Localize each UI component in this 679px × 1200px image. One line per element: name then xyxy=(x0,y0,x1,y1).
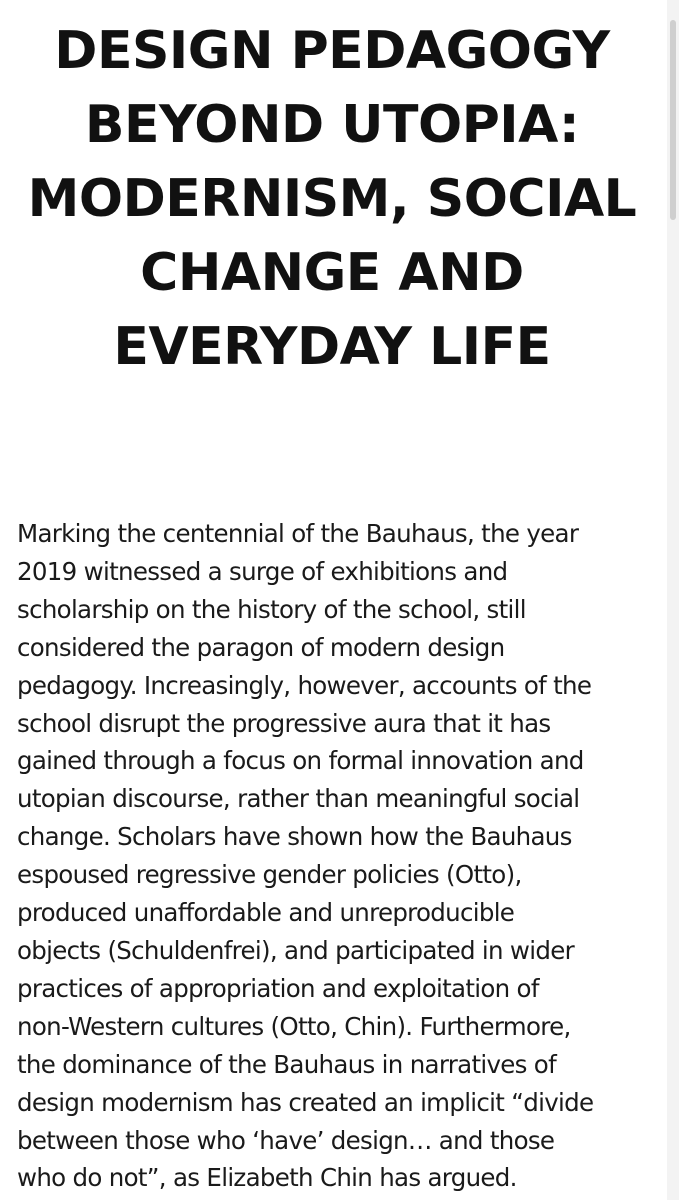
body-line: objects (Schuldenfrei), and participated in wider xyxy=(17,935,574,965)
body-line: pedagogy. Increasingly, however, accounts of the xyxy=(17,670,592,700)
body-line: scholarship on the history of the school, still xyxy=(17,594,526,624)
scrollbar-thumb[interactable] xyxy=(670,20,676,220)
body-line: school disrupt the progressive aura that it has xyxy=(17,708,551,738)
article-title xyxy=(20,14,644,384)
body-line: design modernism has created an implicit “divide xyxy=(17,1087,594,1117)
title-line: MODERNISM, SOCIAL xyxy=(27,169,637,229)
body-line: change. Scholars have shown how the Bauhaus xyxy=(17,822,572,852)
body-line: between those who ‘have’ design… and those xyxy=(17,1125,555,1155)
body-line: 2019 witnessed a surge of exhibitions and xyxy=(17,556,508,586)
body-line: espoused regressive gender policies (Otto), xyxy=(17,860,522,890)
title-line: EVERYDAY LIFE xyxy=(113,317,551,377)
body-line: Marking the centennial of the Bauhaus, the year xyxy=(17,519,579,548)
title-line: BEYOND UTOPIA: xyxy=(84,95,580,155)
body-line: who do not”, as Elizabeth Chin has argued. xyxy=(17,1163,517,1193)
body-line: considered the paragon of modern design xyxy=(17,632,505,662)
body-line: utopian discourse, rather than meaningful social xyxy=(17,784,580,814)
vertical-scrollbar[interactable] xyxy=(667,0,679,1200)
title-line: DESIGN PEDAGOGY xyxy=(54,21,610,81)
body-line: gained through a focus on formal innovation and xyxy=(17,746,584,776)
body-line: practices of appropriation and exploitation of xyxy=(17,973,539,1003)
title-line: CHANGE AND xyxy=(140,243,524,303)
body-line: non-Western cultures (Otto, Chin). Furthermore, xyxy=(17,1011,571,1041)
body-line: the dominance of the Bauhaus in narratives of xyxy=(17,1049,557,1079)
body-line: produced unaffordable and unreproducible xyxy=(17,898,515,928)
article-body-paragraph xyxy=(17,515,665,1197)
